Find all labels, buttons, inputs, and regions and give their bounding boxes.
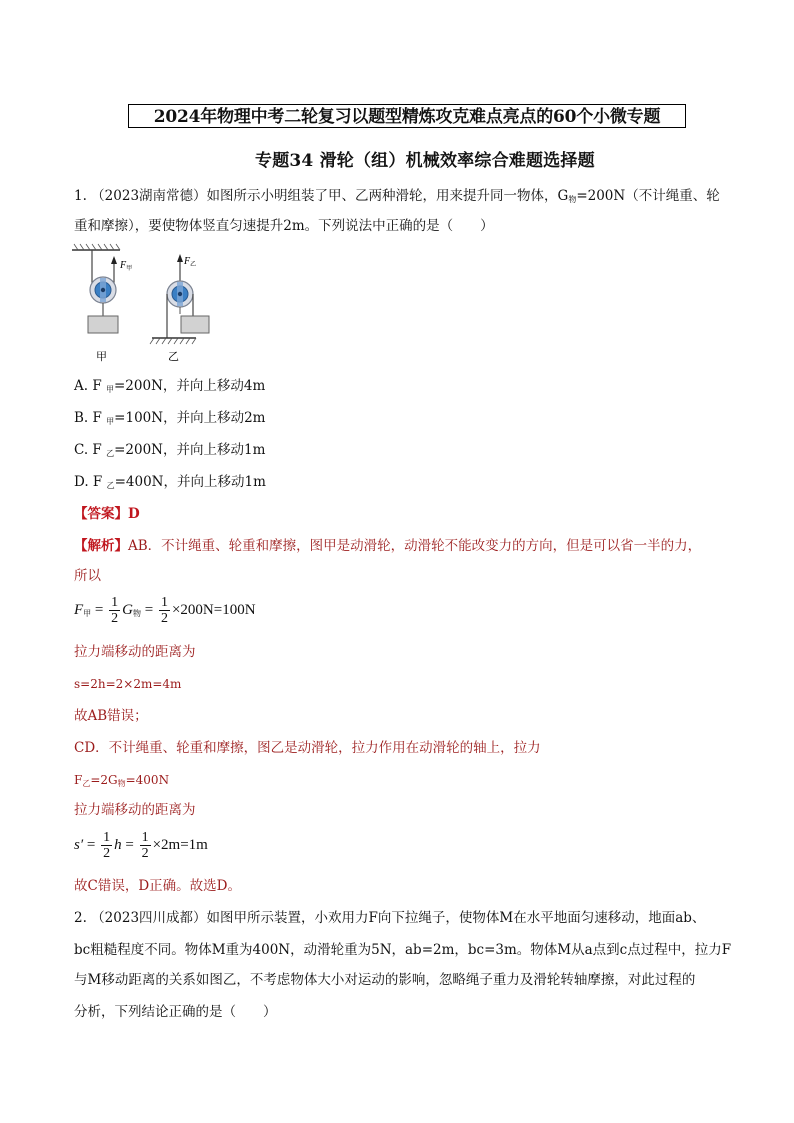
ab-wrong-line: 故AB错误； <box>74 708 148 724</box>
option-b[interactable]: B. F $_甲$=100N，并向上移动2m <box>74 410 266 426</box>
ceiling-hatch <box>72 244 120 250</box>
distance-label-1: 拉力端移动的距离为 <box>74 644 196 660</box>
distance-value-s: s=2h=2×2m=4m <box>74 677 182 691</box>
q1-stem-line1: 1. （2023湖南常德）如图所示小明组装了甲、乙两种滑轮，用来提升同一物体，$G_物=200N$（不计绳重、轮 <box>74 188 720 204</box>
option-a[interactable]: A. F $_甲$=200N，并向上移动4m <box>74 378 266 394</box>
equation-s-prime: s′ = $\frac{1}{2}$ h = $\frac{1}{2}$ ×2m=1m <box>74 830 208 861</box>
pulley-figure <box>68 242 248 367</box>
arrow-up-icon <box>111 256 117 264</box>
force-jia-label: $F_甲$ <box>120 260 133 272</box>
conclusion-line: 故C错误，D正确。故选D。 <box>74 878 241 894</box>
topic-subtitle: 专题34 滑轮（组）机械效率综合难题选择题 <box>255 151 595 171</box>
cd-analysis-line: CD．不计绳重、轮重和摩擦，图乙是动滑轮，拉力作用在动滑轮的轴上，拉力 <box>74 740 541 756</box>
q2-stem-line1: 2. （2023四川成都）如图甲所示装置，小欢用力F向下拉绳子，使物体M在水平地面匀速移动，地面ab、 <box>74 910 706 926</box>
label-yi: 乙 <box>168 350 179 363</box>
q1-stem-line2: 重和摩擦），要使物体竖直匀速提升2m。下列说法中正确的是（ ） <box>74 218 494 234</box>
document-title: 2024年物理中考二轮复习以题型精炼攻克难点亮点的60个小微专题 <box>128 104 686 128</box>
distance-label-2: 拉力端移动的距离为 <box>74 802 196 818</box>
force-yi-label: $F_乙$ <box>184 256 197 268</box>
q2-stem-line4: 分析，下列结论正确的是（ ） <box>74 1004 277 1020</box>
q2-stem-line2: bc粗糙程度不同。物体M重为400N，动滑轮重为5N，ab=2m，bc=3m。物体M从a点到c点过程中，拉力F <box>74 942 732 958</box>
analysis-line2: 所以 <box>74 568 101 584</box>
equation-f-jia: $F_甲$ = $\frac{1}{2}$ $G_物$ = $\frac{1}{2}$ ×200N=100N <box>74 595 256 626</box>
movable-pulley-jia <box>90 277 116 303</box>
movable-pulley-yi <box>167 281 193 307</box>
f-yi-equation: $F_乙=2G_物=400N$ <box>74 773 170 788</box>
analysis-line1: 【解析】AB．不计绳重、轮重和摩擦，图甲是动滑轮，动滑轮不能改变力的方向，但是可以省一半的力， <box>74 538 702 554</box>
arrow-up-icon <box>177 254 183 262</box>
ground-hatch <box>150 338 196 344</box>
option-c[interactable]: C. F $_乙$=200N，并向上移动1m <box>74 442 266 458</box>
answer-line: 【答案】D <box>74 506 140 522</box>
label-jia: 甲 <box>96 350 107 363</box>
option-d[interactable]: D. F $_乙$=400N，并向上移动1m <box>74 474 266 490</box>
q2-stem-line3: 与M移动距离的关系如图乙，不考虑物体大小对运动的影响，忽略绳子重力及滑轮转轴摩擦，对此过程的 <box>74 972 696 988</box>
